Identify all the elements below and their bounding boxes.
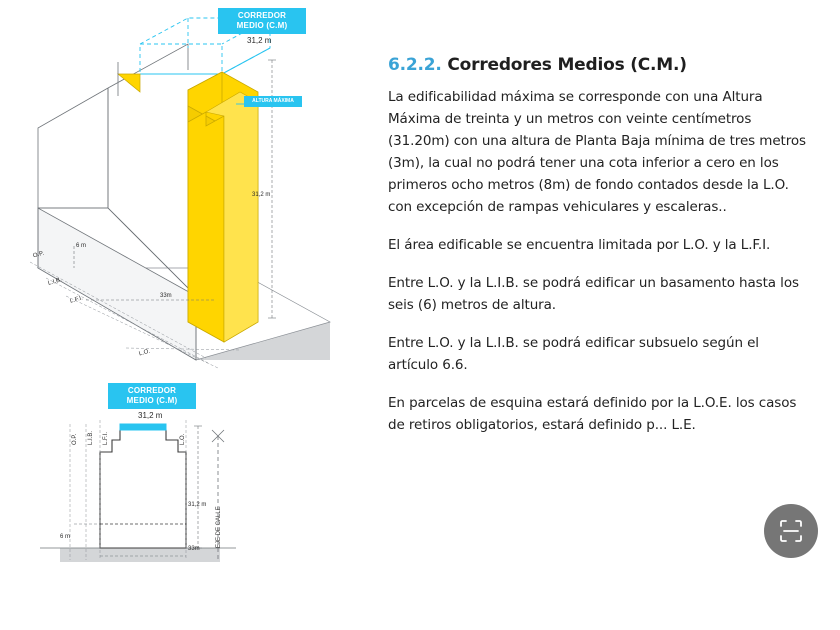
section-title: Corredores Medios (C.M.) — [447, 55, 687, 75]
paragraph-1: La edificabilidad máxima se corresponde con una Altura Máxima de treinta y un metros con veinte centímetros (31.20m) con una altura de Planta Baja mínima de tres metros (3m), la cual no podrá tener una cota inferior a cero en los primeros ocho metros (8m) de fondo contados desde la L.O. con excepción de rampas vehiculares y escaleras.. — [388, 89, 806, 215]
axonometric-lo-label: L.O. — [138, 348, 151, 358]
section-lib-label: L.I.B. — [88, 430, 94, 445]
section-basement-dim: 6 m — [60, 534, 71, 540]
axonometric-op-label: O.P. — [32, 250, 45, 260]
section-diagram — [0, 0, 372, 630]
paragraph-2: El área edificable se encuentra limitada por L.O. y la L.F.I. — [388, 237, 771, 253]
badge-line-2: MEDIO (C.M) — [236, 21, 288, 30]
axonometric-depth-dim: 33m — [160, 293, 172, 299]
scan-icon — [777, 517, 805, 545]
section-street-axis-label: EJE DE CALLE — [216, 506, 222, 548]
section-heading — [388, 54, 808, 76]
scan-button[interactable] — [764, 504, 818, 558]
paragraph-3: Entre L.O. y la L.I.B. se podrá edificar un basamento hasta los seis (6) metros de altura. — [388, 275, 799, 313]
axonometric-basement-dim: 6 m — [76, 243, 87, 249]
section-lo-label: L.O. — [180, 433, 186, 445]
axonometric-lfi-label: L.F.I. — [69, 295, 84, 305]
section-op-label: O.P. — [72, 433, 78, 445]
paragraph-4: Entre L.O. y la L.I.B. se podrá edificar subsuelo según el artículo 6.6. — [388, 335, 759, 373]
text-column — [388, 0, 808, 630]
badge-line-2: MEDIO (C.M) — [126, 396, 178, 405]
max-height-label: ALTURA MÁXIMA — [244, 96, 302, 107]
figures-column — [0, 0, 372, 630]
axonometric-lib-label: L.I.B. — [47, 277, 63, 287]
paragraph-5: En parcelas de esquina estará definido por la L.O.E. los casos de retiros obligatorios, estará definido p... L.E. — [388, 395, 797, 433]
section-lfi-label: L.F.I. — [103, 431, 109, 445]
axonometric-height-dim: 31,2 m — [252, 192, 271, 198]
axonometric-badge-dim: 31,2 m — [247, 36, 272, 45]
section-number: 6.2.2. — [388, 55, 442, 75]
section-corridor-badge — [108, 383, 196, 409]
section-depth-dim: 33m — [188, 546, 200, 552]
section-badge-dim: 31,2 m — [138, 411, 163, 420]
badge-line-1: CORREDOR — [237, 11, 287, 20]
section-height-dim: 31,2 m — [188, 502, 207, 508]
badge-line-1: CORREDOR — [127, 386, 177, 395]
